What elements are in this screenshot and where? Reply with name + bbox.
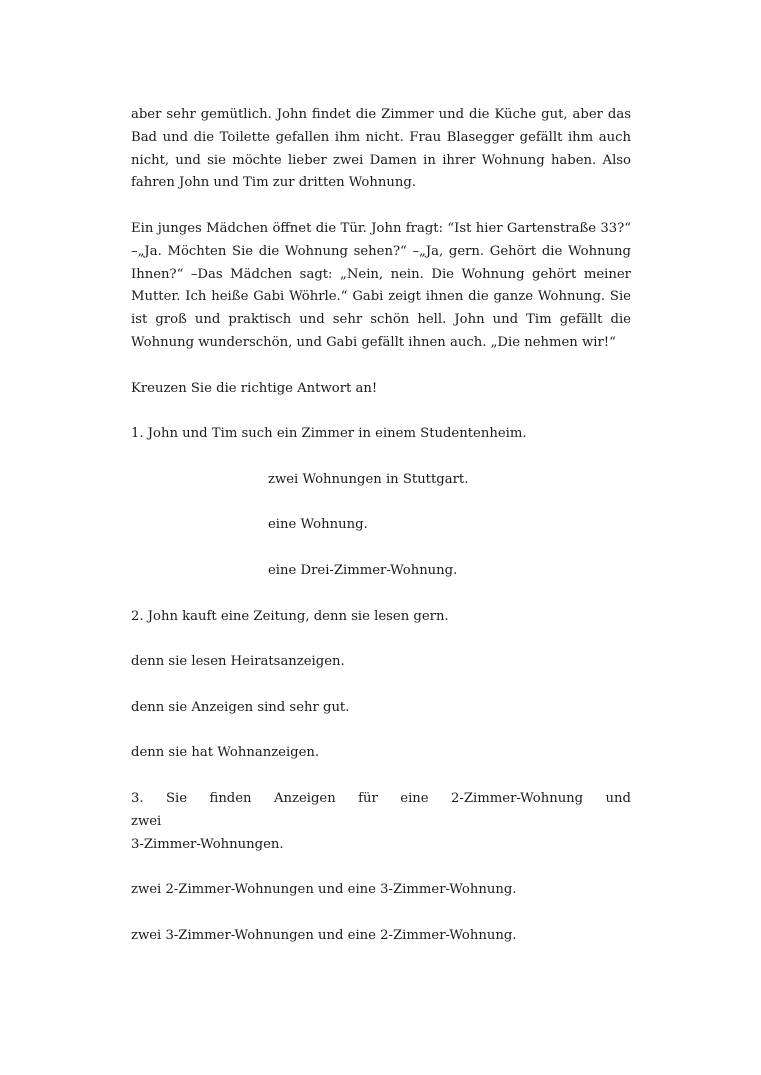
question-3-stem-line-1: 3. Sie finden Anzeigen für eine 2-Zimmer-Wohnung und zwei: [131, 790, 631, 829]
question-1-option-4: eine Drei-Zimmer-Wohnung.: [268, 562, 458, 578]
question-2-stem: 2. John kauft eine Zeitung, denn sie lesen gern.: [131, 608, 449, 624]
story-paragraph-1: aber sehr gemütlich. John findet die Zimmer und die Küche gut, aber das Bad und die Toilette gefallen ihm nicht. Frau Blasegger gefällt ihm auch nicht, und sie möchte lieber zwei Damen in ihrer Wohnung haben. Also fahren John und Tim zur dritten Wohnung.: [131, 107, 631, 191]
document-page: [131, 104, 631, 970]
question-1-option-2: zwei Wohnungen in Stuttgart.: [268, 471, 469, 487]
question-2-option-4: denn sie hat Wohnanzeigen.: [131, 745, 320, 761]
question-2: [131, 606, 631, 766]
question-3-stem-line-2: 3-Zimmer-Wohnungen.: [131, 836, 284, 852]
question-3-option-3: zwei 3-Zimmer-Wohnungen und eine 2-Zimmer-Wohnung.: [131, 927, 517, 943]
exercise-instruction: Kreuzen Sie die richtige Antwort an!: [131, 380, 378, 396]
question-3-stem: [131, 788, 631, 856]
question-1: [131, 423, 631, 583]
question-2-option-2: denn sie lesen Heiratsanzeigen.: [131, 654, 345, 670]
question-3-option-2: zwei 2-Zimmer-Wohnungen und eine 3-Zimmer-Wohnung.: [131, 882, 517, 898]
question-1-option-3: eine Wohnung.: [268, 517, 368, 533]
question-3: [131, 788, 631, 948]
question-2-option-3: denn sie Anzeigen sind sehr gut.: [131, 699, 350, 715]
story-paragraph-2: Ein junges Mädchen öffnet die Tür. John fragt: “Ist hier Gartenstraße 33?“ –„Ja. Möchten Sie die Wohnung sehen?“ –„Ja, gern. Gehört die Wohnung Ihnen?“ –Das Mädchen sagt: „Nein, nein. Die Wohnung gehört meiner Mutter. Ich heiße Gabi Wöhrle.“ Gabi zeigt ihnen die ganze Wohnung. Sie ist groß und praktisch und sehr schön hell. John und Tim gefällt die Wohnung wunderschön, und Gabi gefällt ihnen auch. „Die nehmen wir!“: [131, 220, 631, 350]
question-1-stem: 1. John und Tim such ein Zimmer in einem Studentenheim.: [131, 426, 527, 442]
